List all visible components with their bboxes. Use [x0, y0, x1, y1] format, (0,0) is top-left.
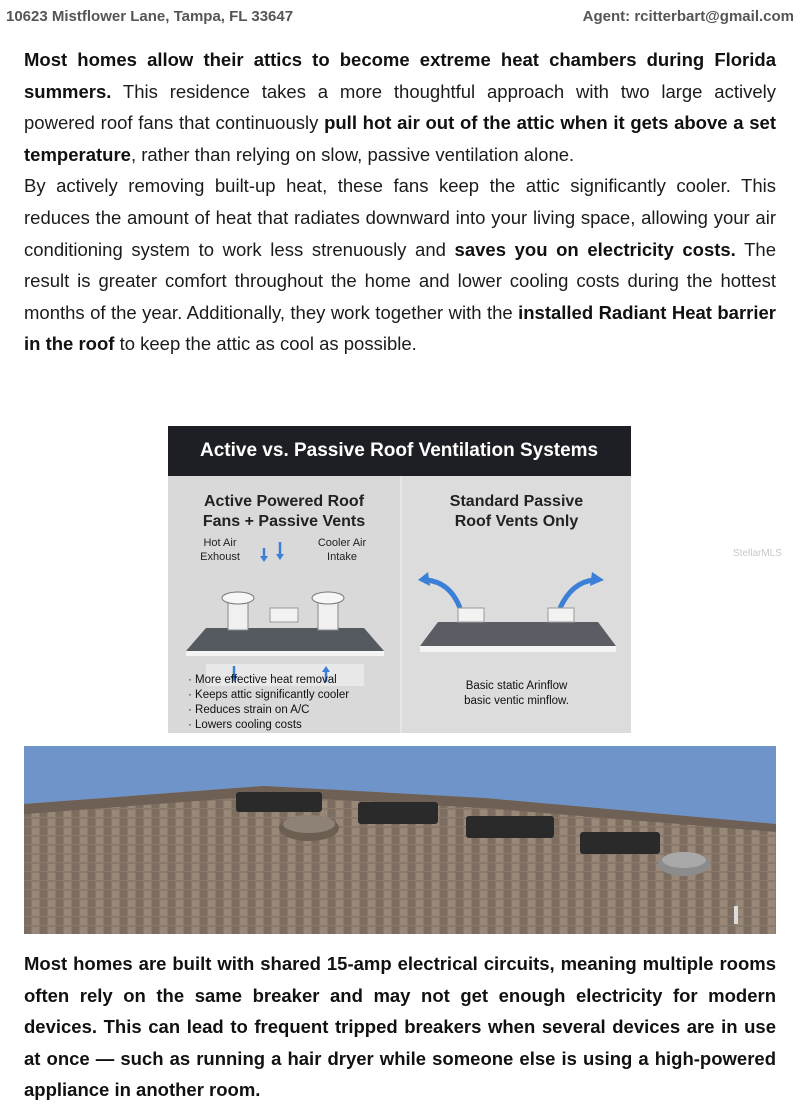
hot-air-label: Hot Air Exhoust: [200, 537, 240, 563]
intro-text-5: to keep the attic as cool as possible.: [114, 333, 417, 355]
fan-left-icon: [222, 592, 254, 604]
page-header: [0, 0, 800, 32]
passive-title-line2: Roof Vents Only: [454, 513, 579, 530]
ventilation-infographic: [168, 426, 631, 733]
intro-paragraph-1: [24, 44, 776, 170]
fan-base-icon: [228, 602, 248, 630]
agent-contact: Agent: rcitterbart@gmail.com: [582, 7, 794, 25]
static-vent-icon: [548, 608, 574, 622]
ridge-vent-icon: [466, 816, 554, 838]
intro-text-3: By actively removing built-up heat, these fans keep the attic significantly cooler. This reduces the amount of heat that radiates downward into your living space, allowing your air conditioning system to work less strenuously and: [24, 175, 776, 260]
active-panel-title: [168, 492, 400, 532]
intro-text-1: This residence takes a more thoughtful approach with two large actively powered roof fans that continuously: [24, 80, 776, 134]
benefit-item: · Reduces strain on A/C: [188, 703, 349, 718]
ridge-vent-icon: [580, 832, 660, 854]
active-benefits-list: [188, 673, 349, 733]
benefit-item: · Keeps attic significantly cooler: [188, 688, 349, 703]
passive-vent-icon: [270, 608, 298, 622]
passive-panel: [402, 476, 631, 733]
intro-text-4: The result is greater comfort throughout the home and lower cooling costs during the hottest months of the year. Additionally, they work together with the: [24, 238, 776, 323]
intro-bold-2: pull hot air out of the attic when it gets above a set temperature: [24, 112, 777, 165]
benefit-item: · Lowers cooling costs: [188, 718, 349, 733]
passive-caption-line1: Basic static Arinflow: [465, 680, 568, 692]
intro-bold-3: saves you on electricity costs.: [454, 238, 736, 260]
intro-section: [24, 44, 776, 360]
active-roof-diagram: [168, 536, 400, 686]
intro-text-2: , rather than relying on slow, passive ventilation alone.: [130, 143, 575, 165]
ridge-vent-icon: [236, 792, 322, 812]
active-title-line1: Active Powered Roof: [203, 493, 365, 510]
right-vent-arrow-icon: [560, 580, 594, 608]
passive-roof-deck-icon: [420, 622, 616, 646]
fan-right-icon: [312, 592, 344, 604]
passive-panel-title: [402, 492, 631, 532]
passive-title-line1: Standard Passive: [449, 493, 584, 510]
ridge-vent-icon: [358, 802, 438, 824]
intro-bold-1: Most homes allow their attics to become extreme heat chambers during Florida summers.: [24, 49, 776, 102]
property-address: 10623 Mistflower Lane, Tampa, FL 33647: [6, 7, 294, 25]
active-panel: [168, 476, 400, 733]
passive-roof-diagram: [402, 546, 631, 666]
exhaust-arrowhead-icon: [260, 556, 268, 562]
infographic-title: Active vs. Passive Roof Ventilation Systems: [168, 426, 631, 476]
left-vent-arrow-icon: [426, 580, 460, 608]
benefit-item: · More effective heat removal: [188, 673, 349, 688]
passive-caption: [402, 679, 631, 709]
roof-fans-photo: [24, 746, 776, 934]
roof-deck-icon: [186, 628, 384, 651]
static-vent-icon: [458, 608, 484, 622]
mls-watermark: StellarMLS: [733, 548, 782, 559]
passive-caption-line2: basic ventic minflow.: [464, 695, 569, 707]
intake-arrowhead-icon: [276, 554, 284, 560]
intro-paragraph-2: [24, 170, 776, 360]
intro-bold-4: installed Radiant Heat barrier in the roof: [24, 301, 776, 355]
cool-air-label: Cooler Air Intake: [317, 537, 367, 563]
circuits-paragraph: Most homes are built with shared 15-amp electrical circuits, meaning multiple rooms often rely on the same breaker and may not get enough electricity for modern devices. This can lead to frequent tripped breakers when several devices are in use at once — such as running a hair dryer while someone else is using a high-powered appliance in another room.: [24, 953, 776, 1101]
active-title-line2: Fans + Passive Vents: [202, 513, 366, 530]
